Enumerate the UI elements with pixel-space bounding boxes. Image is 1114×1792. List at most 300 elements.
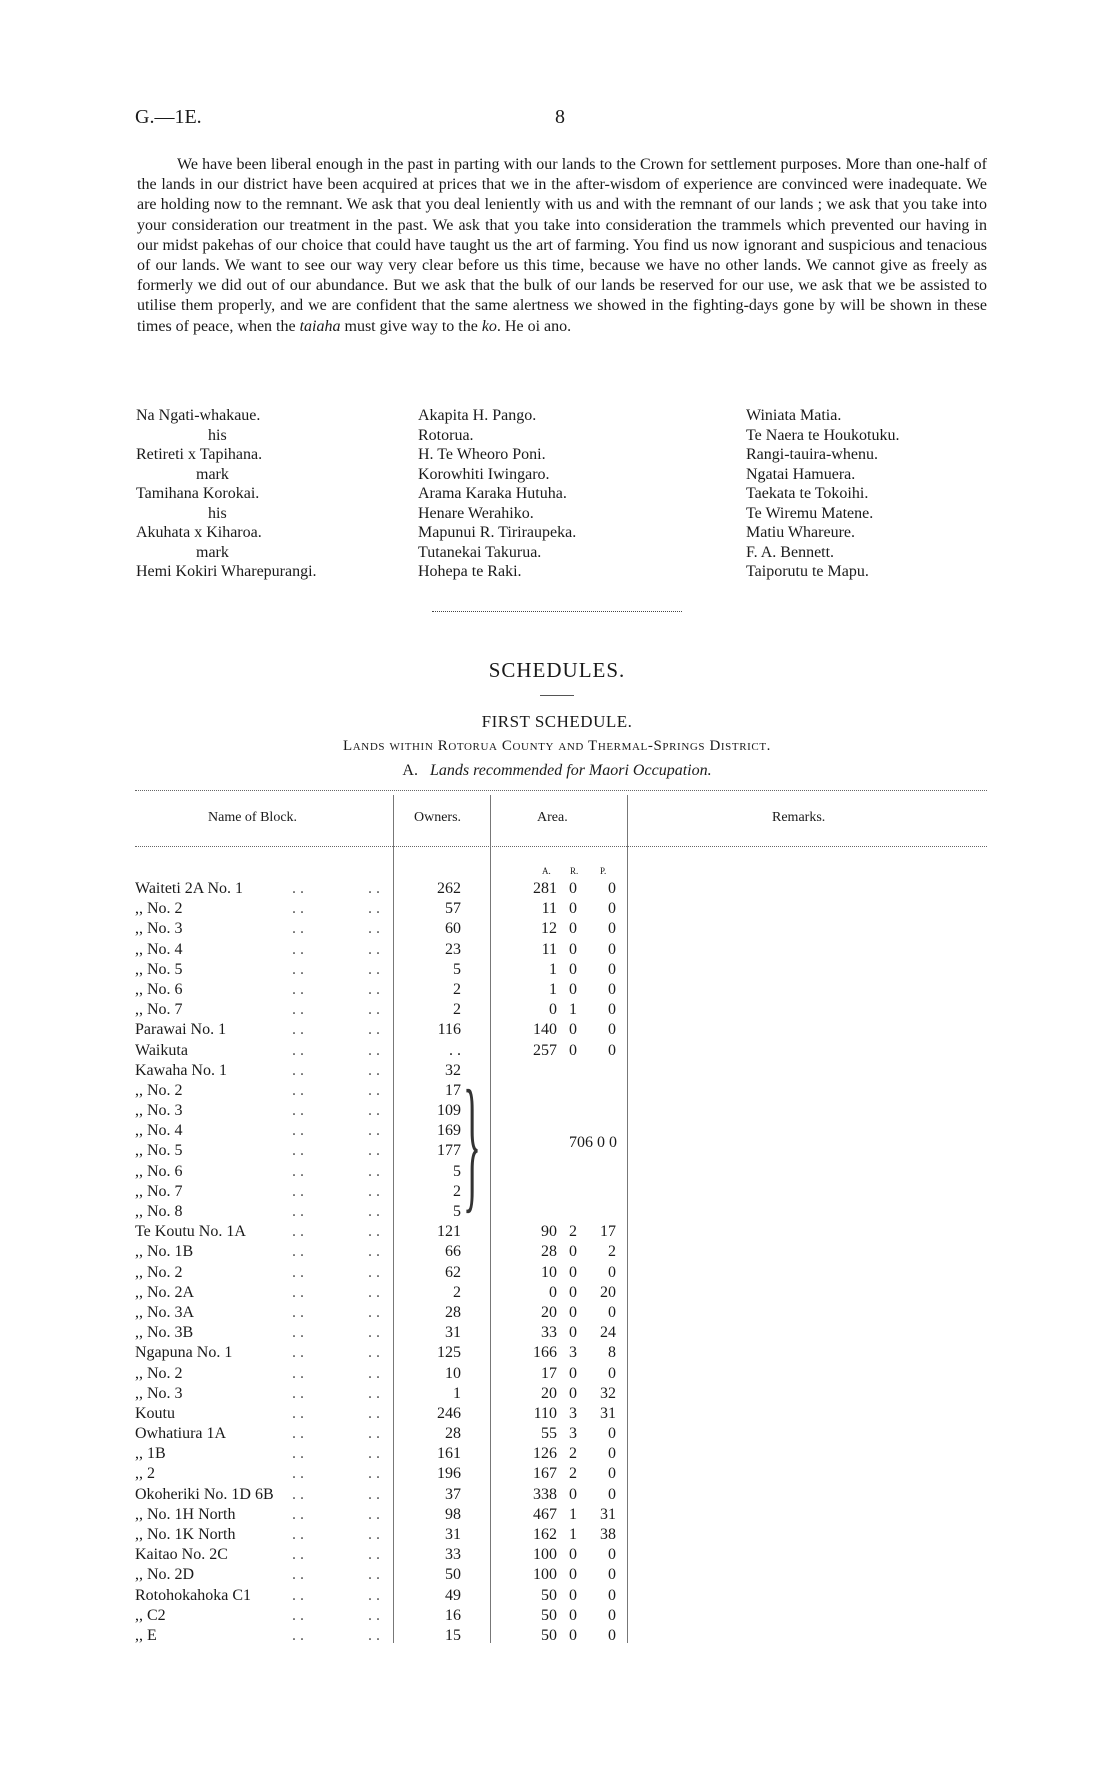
signature: Hohepa te Raki.: [418, 563, 522, 580]
table-row: [0, 1324, 1114, 1344]
area-acres: 126: [533, 1445, 557, 1463]
leader-dots: . .: [368, 1162, 380, 1180]
signature: Ngatai Hamuera.: [746, 465, 856, 483]
area-acres: 1: [549, 980, 557, 998]
block-name: ,, No. 6: [135, 980, 183, 998]
block-name: ,, No. 3A: [135, 1303, 195, 1321]
signature: Na Ngati-whakaue.: [136, 407, 261, 424]
owners-count: 161: [437, 1445, 461, 1463]
signature: Te Naera te Houkotuku.: [746, 426, 900, 444]
leader-dots: . .: [368, 1263, 380, 1281]
owners-count: 17: [445, 1081, 461, 1099]
area-acres: 50: [541, 1606, 557, 1624]
leader-dots: . .: [292, 1001, 304, 1019]
area-roods: 0: [569, 1243, 577, 1261]
block-name: ,, No. 1K North: [135, 1526, 236, 1543]
area-acres: 100: [533, 1566, 557, 1584]
leader-dots: . .: [368, 1081, 380, 1099]
leader-dots: . .: [292, 1626, 304, 1644]
owners-count: 33: [445, 1546, 461, 1564]
signature: Te Wiremu Matene.: [746, 504, 874, 522]
page-number: 8: [555, 106, 565, 128]
area-perches: 20: [600, 1283, 616, 1301]
area-roods: 0: [569, 1485, 577, 1503]
table-row: [0, 1526, 1114, 1546]
leader-dots: . .: [292, 1102, 304, 1120]
area-perches: 0: [608, 880, 616, 897]
block-name: Kawaha No. 1: [135, 1061, 227, 1079]
table-row: [0, 1405, 1114, 1425]
area-acres: 140: [533, 1021, 557, 1039]
area-roods: 0: [569, 1263, 577, 1281]
block-name: ,, No. 6: [135, 1162, 183, 1180]
leader-dots: . .: [368, 1324, 380, 1342]
owners-count: 31: [445, 1324, 461, 1342]
area-acres: 467: [533, 1505, 557, 1523]
lands-table: [0, 880, 1114, 1647]
area-acres: 28: [541, 1243, 557, 1261]
petition-text-mid: must give way to the: [344, 317, 478, 335]
block-name: ,, No. 2: [135, 900, 183, 918]
leader-dots: . .: [292, 1303, 304, 1321]
header-name-of-block: Name of Block.: [208, 810, 298, 825]
signature: Matiu Whareure.: [746, 524, 855, 541]
petition-text-end: . He oi ano.: [496, 317, 572, 335]
block-name: Parawai No. 1: [135, 1021, 227, 1039]
area-perches: 0: [608, 1001, 616, 1019]
owners-count: 246: [437, 1404, 461, 1422]
kawaha-merged-area: 706 0 0: [569, 1134, 617, 1151]
area-acres: 1: [549, 960, 557, 978]
table-row: [0, 1163, 1114, 1183]
area-perches: 0: [608, 1263, 616, 1281]
area-perches: 0: [608, 1041, 616, 1059]
area-perches: 24: [600, 1324, 616, 1342]
table-row: [0, 1365, 1114, 1385]
leader-dots: . .: [368, 1303, 380, 1321]
signature: F. A. Bennett.: [746, 543, 835, 561]
owners-count: 196: [437, 1465, 461, 1483]
leader-dots: . .: [292, 960, 304, 978]
leader-dots: . .: [368, 1061, 380, 1079]
signature-his: his: [208, 426, 227, 444]
leader-dots: . .: [292, 1566, 304, 1584]
owners-count: 169: [437, 1122, 461, 1140]
leader-dots: . .: [292, 1445, 304, 1463]
owners-count: 57: [445, 900, 461, 918]
table-row: [0, 1344, 1114, 1364]
leader-dots: . .: [368, 920, 380, 938]
owners-count: 32: [445, 1061, 461, 1079]
table-row: [0, 981, 1114, 1001]
block-name: Waiteti 2A No. 1: [135, 880, 244, 897]
block-name: ,, C2: [135, 1606, 166, 1624]
leader-dots: . .: [292, 1021, 304, 1039]
leader-dots: . .: [368, 940, 380, 958]
area-roods: 0: [569, 1626, 577, 1644]
block-name: ,, No. 3: [135, 1102, 183, 1120]
leader-dots: . .: [292, 1324, 304, 1342]
leader-dots: . .: [368, 900, 380, 918]
signature-his: his: [208, 504, 227, 522]
owners-count: 50: [445, 1566, 461, 1584]
owners-count: 2: [453, 980, 461, 998]
signature-mark: mark: [196, 543, 229, 561]
leader-dots: . .: [292, 1203, 304, 1220]
block-name: Ngapuna No. 1: [135, 1344, 233, 1362]
leader-dots: . .: [292, 1061, 304, 1079]
area-roods: 0: [569, 1324, 577, 1342]
word-taiaha: taiaha: [299, 317, 341, 335]
owners-count: 262: [437, 880, 461, 897]
leader-dots: . .: [368, 1223, 380, 1241]
owners-count: 60: [445, 920, 461, 938]
leader-dots: . .: [368, 1364, 380, 1382]
leader-dots: . .: [368, 1344, 380, 1362]
leader-dots: . .: [292, 1606, 304, 1624]
area-acres: 11: [541, 940, 557, 958]
table-row: [0, 1284, 1114, 1304]
area-roods: 0: [569, 900, 577, 918]
table-row: [0, 880, 1114, 900]
area-acres: 10: [541, 1263, 557, 1281]
table-row: [0, 1445, 1114, 1465]
block-name: ,, No. 7: [135, 1001, 183, 1019]
owners-count: 2: [453, 1283, 461, 1301]
table-row: [0, 1102, 1114, 1122]
signature: Mapunui R. Tiriraupeka.: [418, 524, 577, 541]
area-acres: 90: [541, 1223, 557, 1241]
leader-dots: . .: [292, 1142, 304, 1160]
leader-dots: . .: [368, 1404, 380, 1422]
leader-dots: . .: [368, 1283, 380, 1301]
area-perches: 0: [608, 1485, 616, 1503]
header-remarks: Remarks.: [772, 810, 826, 825]
area-perches: 0: [608, 1465, 616, 1483]
area-acres: 100: [533, 1546, 557, 1564]
lands-title-text: Lands within Rotorua County and Thermal-Springs District.: [342, 738, 772, 754]
block-name: ,, No. 3: [135, 1384, 183, 1402]
signature: Taiporutu te Mapu.: [746, 563, 869, 580]
signatures-column-3: [746, 406, 900, 582]
petition-text: [137, 155, 987, 337]
area-perches: 0: [608, 1303, 616, 1321]
leader-dots: . .: [292, 1465, 304, 1483]
block-name: ,, No. 3B: [135, 1324, 194, 1342]
area-perches: 2: [608, 1243, 616, 1261]
area-perches: 32: [600, 1384, 616, 1402]
area-roods: 0: [569, 1041, 577, 1059]
owners-count: 5: [453, 1203, 461, 1220]
signature: Korowhiti Iwingaro.: [418, 465, 550, 483]
block-name: ,, No. 1H North: [135, 1505, 236, 1523]
leader-dots: . .: [368, 1485, 380, 1503]
section-divider: [432, 611, 682, 612]
area-acres: 0: [549, 1283, 557, 1301]
leader-dots: . .: [368, 1566, 380, 1584]
area-roods: 1: [569, 1526, 577, 1543]
area-roods: 3: [569, 1344, 577, 1362]
leader-dots: . .: [292, 920, 304, 938]
section-letter: A.: [402, 762, 418, 779]
table-row: [0, 1486, 1114, 1506]
area-perches: 0: [608, 1425, 616, 1443]
owners-count: 125: [437, 1344, 461, 1362]
area-roods: 0: [569, 880, 577, 897]
leader-dots: . .: [368, 1445, 380, 1463]
table-row: [0, 1021, 1114, 1041]
table-row: [0, 941, 1114, 961]
leader-dots: . .: [292, 880, 304, 897]
area-perches: 38: [600, 1526, 616, 1543]
block-name: ,, No. 3: [135, 920, 183, 938]
block-name: ,, No. 1B: [135, 1243, 194, 1261]
leader-dots: . .: [368, 1142, 380, 1160]
area-acres: 12: [541, 920, 557, 938]
block-name: ,, No. 5: [135, 960, 183, 978]
area-acres: 50: [541, 1586, 557, 1604]
area-perches: 31: [600, 1404, 616, 1422]
leader-dots: . .: [368, 1626, 380, 1644]
area-acres: 167: [533, 1465, 557, 1483]
block-name: ,, No. 4: [135, 940, 183, 958]
block-name: Koutu: [135, 1404, 175, 1422]
header-area: Area.: [537, 810, 568, 825]
table-row: [0, 1264, 1114, 1284]
leader-dots: . .: [368, 1021, 380, 1039]
area-roods: 0: [569, 960, 577, 978]
leader-dots: . .: [368, 1203, 380, 1220]
word-ko: ko: [481, 317, 497, 335]
table-header-rule: [135, 846, 987, 847]
table-row: [0, 1223, 1114, 1243]
leader-dots: . .: [368, 980, 380, 998]
table-row: [0, 1587, 1114, 1607]
kawaha-brace: }: [463, 1060, 481, 1226]
block-name: ,, No. 2D: [135, 1566, 195, 1584]
block-name: ,, No. 2: [135, 1364, 183, 1382]
table-row: [0, 1627, 1114, 1647]
table-top-rule: [135, 790, 987, 791]
area-perches: 0: [608, 1364, 616, 1382]
leader-dots: . .: [292, 1425, 304, 1443]
signature: Akuhata x Kiharoa.: [136, 524, 262, 541]
area-perches: 8: [608, 1344, 616, 1362]
area-acres: 17: [541, 1364, 557, 1382]
leader-dots: . .: [292, 1263, 304, 1281]
area-perches: 17: [600, 1223, 616, 1241]
petition-paragraph: [137, 155, 987, 337]
area-acres: 338: [533, 1485, 557, 1503]
signature: Tutanekai Takurua.: [418, 543, 542, 561]
signature: Rangi-tauira-whenu.: [746, 446, 878, 463]
owners-count: 28: [445, 1425, 461, 1443]
table-row: [0, 1385, 1114, 1405]
table-row: [0, 1566, 1114, 1586]
leader-dots: . .: [368, 1001, 380, 1019]
area-acres: 281: [533, 880, 557, 897]
area-roods: 0: [569, 1283, 577, 1301]
owners-count: 98: [445, 1505, 461, 1523]
area-acres: 0: [549, 1001, 557, 1019]
area-roods: 0: [569, 1384, 577, 1402]
table-row: [0, 1425, 1114, 1445]
block-name: ,, No. 7: [135, 1182, 183, 1200]
block-name: Okoheriki No. 1D 6B: [135, 1485, 274, 1503]
block-name: ,, No. 2A: [135, 1283, 195, 1301]
area-perches: 0: [608, 1445, 616, 1463]
owners-count: 5: [453, 1162, 461, 1180]
table-row: [0, 1062, 1114, 1082]
table-row: [0, 1607, 1114, 1627]
leader-dots: . .: [368, 1384, 380, 1402]
unit-acres: A.: [542, 866, 551, 876]
leader-dots: . .: [368, 1546, 380, 1564]
leader-dots: . .: [292, 940, 304, 958]
owners-count: 2: [453, 1182, 461, 1200]
area-roods: 2: [569, 1223, 577, 1241]
owners-count: 177: [437, 1142, 461, 1160]
signature: H. Te Wheoro Poni.: [418, 446, 546, 463]
leader-dots: . .: [292, 1364, 304, 1382]
area-roods: 3: [569, 1404, 577, 1422]
signature: Winiata Matia.: [746, 407, 842, 424]
area-roods: 0: [569, 1566, 577, 1584]
leader-dots: . .: [292, 1243, 304, 1261]
area-roods: 2: [569, 1445, 577, 1463]
owners-count: 116: [437, 1021, 461, 1039]
leader-dots: . .: [292, 1586, 304, 1604]
table-row: [0, 1183, 1114, 1203]
area-roods: 2: [569, 1465, 577, 1483]
first-schedule-title: FIRST SCHEDULE.: [481, 712, 633, 731]
signature: Taekata te Tokoihi.: [746, 485, 869, 502]
owners-count: 15: [445, 1626, 461, 1644]
table-row: [0, 920, 1114, 940]
leader-dots: . .: [368, 1465, 380, 1483]
area-acres: 20: [541, 1384, 557, 1402]
leader-dots: . .: [292, 1122, 304, 1140]
block-name: ,, No. 2: [135, 1081, 183, 1099]
area-roods: 3: [569, 1425, 577, 1443]
section-a-title: [0, 762, 1114, 780]
area-roods: 0: [569, 980, 577, 998]
owners-count: 10: [445, 1364, 461, 1382]
table-row: [0, 1001, 1114, 1021]
signature: Retireti x Tapihana.: [136, 446, 263, 463]
area-acres: 257: [533, 1041, 557, 1059]
signature: Rotorua.: [418, 426, 474, 444]
leader-dots: . .: [368, 1586, 380, 1604]
leader-dots: . .: [292, 1526, 304, 1543]
table-row: [0, 1042, 1114, 1062]
unit-perches: P.: [600, 866, 607, 876]
area-perches: 0: [608, 1626, 616, 1644]
owners-count: 2: [453, 1001, 461, 1019]
owners-count: 66: [445, 1243, 461, 1261]
leader-dots: . .: [368, 1526, 380, 1543]
leader-dots: . .: [368, 880, 380, 897]
leader-dots: . .: [292, 1162, 304, 1180]
area-acres: 20: [541, 1303, 557, 1321]
owners-count: 31: [445, 1526, 461, 1543]
area-roods: 0: [569, 1303, 577, 1321]
leader-dots: . .: [368, 960, 380, 978]
area-acres: 166: [533, 1344, 557, 1362]
signature: Henare Werahiko.: [418, 504, 534, 522]
table-row: [0, 1506, 1114, 1526]
area-roods: 1: [569, 1505, 577, 1523]
signatures-column-2: [418, 406, 576, 582]
owners-count: 121: [437, 1223, 461, 1241]
block-name: ,, 1B: [135, 1445, 166, 1463]
area-roods: 0: [569, 1364, 577, 1382]
leader-dots: . .: [368, 1425, 380, 1443]
block-name: ,, No. 8: [135, 1203, 183, 1220]
signature: Tamihana Korokai.: [136, 485, 260, 502]
owners-count: 37: [445, 1485, 461, 1503]
area-roods: 0: [569, 1606, 577, 1624]
owners-count: 16: [445, 1606, 461, 1624]
leader-dots: . .: [292, 980, 304, 998]
area-roods: 0: [569, 1546, 577, 1564]
table-row: [0, 961, 1114, 981]
leader-dots: . .: [368, 1243, 380, 1261]
document-reference: G.—1E.: [135, 106, 202, 128]
block-name: Kaitao No. 2C: [135, 1546, 228, 1564]
leader-dots: . .: [292, 1041, 304, 1059]
area-perches: 0: [608, 1586, 616, 1604]
block-name: Waikuta: [135, 1041, 188, 1059]
leader-dots: . .: [292, 1283, 304, 1301]
area-roods: 1: [569, 1001, 577, 1019]
leader-dots: . .: [368, 1122, 380, 1140]
area-roods: 0: [569, 1586, 577, 1604]
leader-dots: . .: [292, 1223, 304, 1241]
area-acres: 11: [541, 900, 557, 918]
leader-dots: . .: [292, 1081, 304, 1099]
area-perches: 0: [608, 940, 616, 958]
section-a-subtitle: Lands recommended for Maori Occupation.: [429, 762, 712, 779]
area-perches: 0: [608, 900, 616, 918]
leader-dots: . .: [292, 1384, 304, 1402]
block-name: ,, No. 4: [135, 1122, 183, 1140]
area-roods: 0: [569, 920, 577, 938]
owners-count: 23: [445, 940, 461, 958]
leader-dots: . .: [292, 1505, 304, 1523]
leader-dots: . .: [292, 1344, 304, 1362]
owners-count: 109: [437, 1102, 461, 1120]
area-acres: 162: [533, 1526, 557, 1543]
owners-count: 1: [453, 1384, 461, 1402]
area-acres: 55: [541, 1425, 557, 1443]
signature: Akapita H. Pango.: [418, 407, 537, 424]
block-name: ,, No. 2: [135, 1263, 183, 1281]
leader-dots: . .: [368, 1606, 380, 1624]
block-name: ,, 2: [135, 1465, 155, 1483]
table-row: [0, 1546, 1114, 1566]
area-perches: 0: [608, 920, 616, 938]
signatures-column-1: [136, 406, 317, 582]
unit-roods: R.: [570, 866, 579, 876]
area-perches: 0: [608, 980, 616, 998]
owners-count: 49: [445, 1586, 461, 1604]
table-row: [0, 1243, 1114, 1263]
leader-dots: . .: [368, 1041, 380, 1059]
owners-count: 62: [445, 1263, 461, 1281]
title-rule: [540, 695, 574, 696]
table-row: [0, 1203, 1114, 1223]
